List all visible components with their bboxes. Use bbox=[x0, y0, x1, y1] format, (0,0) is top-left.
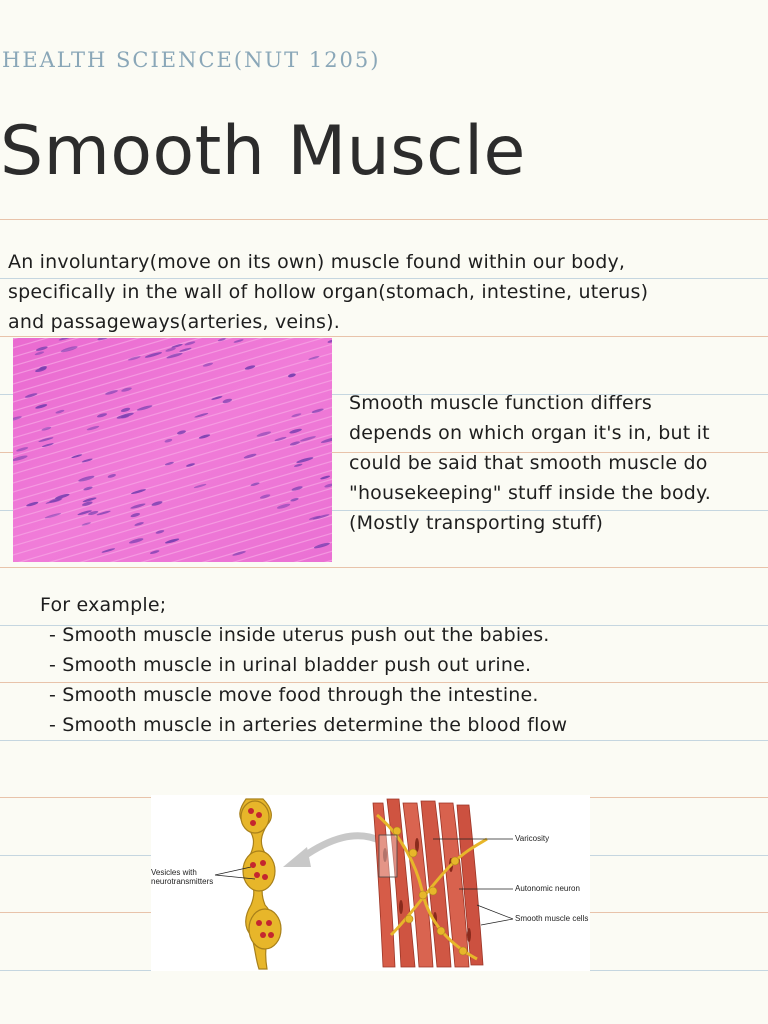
examples-heading: For example; bbox=[40, 594, 167, 616]
varicosity-label: Varicosity bbox=[515, 834, 550, 843]
intro-line: specifically in the wall of hollow organ(stomach, intestine, uterus) bbox=[8, 281, 649, 303]
list-item: - Smooth muscle in urinal bladder push out urine. bbox=[49, 650, 567, 680]
vesicles-label: Vesicles with bbox=[151, 868, 197, 877]
function-line: could be said that smooth muscle do bbox=[349, 452, 708, 474]
smooth-muscle-micrograph bbox=[13, 338, 332, 562]
notebook-rule bbox=[0, 740, 768, 741]
intro-paragraph bbox=[8, 247, 758, 337]
vesicles-label: neurotransmitters bbox=[151, 877, 214, 886]
function-line: "housekeeping" stuff inside the body. bbox=[349, 482, 711, 504]
intro-line: and passageways(arteries, veins). bbox=[8, 311, 340, 333]
function-line: Smooth muscle function differs bbox=[349, 392, 653, 414]
list-item: - Smooth muscle in arteries determine the blood flow bbox=[49, 710, 567, 740]
examples-list bbox=[40, 620, 567, 740]
intro-line: An involuntary(move on its own) muscle found within our body, bbox=[8, 251, 626, 273]
page-title: Smooth Muscle bbox=[0, 112, 526, 191]
notebook-rule bbox=[0, 219, 768, 220]
autonomic-neuron-label: Autonomic neuron bbox=[515, 884, 580, 893]
arrow-icon bbox=[283, 847, 311, 867]
list-item: - Smooth muscle inside uterus push out the babies. bbox=[49, 620, 567, 650]
innervation-diagram bbox=[151, 795, 590, 971]
list-item: - Smooth muscle move food through the intestine. bbox=[49, 680, 567, 710]
function-line: depends on which organ it's in, but it bbox=[349, 422, 710, 444]
function-line: (Mostly transporting stuff) bbox=[349, 512, 604, 534]
smooth-muscle-cells-label: Smooth muscle cells bbox=[515, 914, 589, 923]
zoom-box bbox=[379, 835, 397, 877]
notebook-rule bbox=[0, 567, 768, 568]
function-paragraph bbox=[349, 388, 759, 538]
examples-section bbox=[40, 590, 567, 740]
smooth-muscle-cells bbox=[373, 799, 487, 967]
course-heading: HEALTH SCIENCE(NUT 1205) bbox=[2, 48, 381, 72]
nerve-fiber-enlarged bbox=[240, 799, 281, 969]
